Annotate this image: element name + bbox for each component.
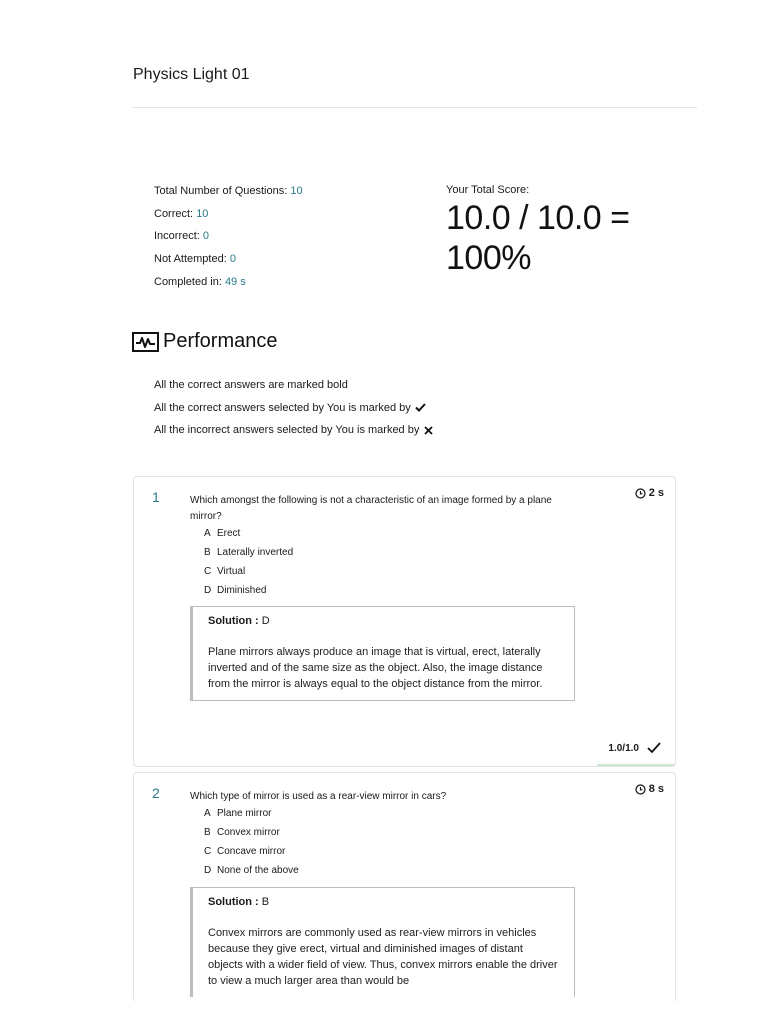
stat-value: 0	[202, 230, 210, 243]
legend-text: All the incorrect answers selected by You is marked by	[154, 424, 420, 437]
stat-label: Not Attempted:	[154, 253, 227, 266]
option-text: Erect	[217, 528, 241, 539]
solution-answer: B	[261, 896, 270, 908]
solution-header	[208, 895, 560, 909]
option-c	[204, 565, 293, 584]
page-title: Physics Light 01	[133, 66, 250, 83]
question-score-value: 1.0/1.0	[608, 742, 639, 754]
option-letter: A	[204, 808, 211, 819]
option-text: Diminished	[217, 585, 267, 596]
legend-text: All the correct answers are marked bold	[154, 379, 348, 392]
question-card	[133, 476, 676, 767]
question-score	[608, 742, 661, 754]
stat-completed-in	[154, 275, 303, 298]
option-text: Convex mirror	[217, 827, 280, 838]
question-number: 1	[152, 489, 160, 505]
solution-header	[208, 614, 560, 628]
option-letter: B	[204, 827, 211, 838]
stat-correct	[154, 207, 303, 230]
stat-value: 10	[196, 207, 209, 220]
option-d	[204, 864, 299, 883]
option-letter: D	[204, 865, 212, 876]
question-options	[204, 807, 299, 883]
stat-label: Correct:	[154, 207, 194, 220]
performance-header	[132, 330, 278, 353]
solution-label: Solution :	[208, 896, 259, 908]
clock-icon	[635, 488, 646, 499]
stat-incorrect	[154, 229, 303, 252]
option-a	[204, 807, 299, 826]
question-time	[635, 783, 664, 795]
stat-label: Incorrect:	[154, 230, 200, 243]
cross-icon	[424, 426, 433, 435]
total-score-value: 10.0 / 10.0 = 100%	[446, 199, 630, 277]
option-text: Plane mirror	[217, 808, 272, 819]
question-text: Which amongst the following is not a characteristic of an image formed by a plane mirror?	[190, 495, 552, 522]
solution-text: Convex mirrors are commonly used as rear-view mirrors in vehicles because they give erect, virtual and diminished images of distant objects with a wider field of view. Thus, convex mirrors enable the driver to view a much larger area than would be	[208, 927, 558, 987]
option-letter: C	[204, 846, 212, 857]
option-b	[204, 826, 299, 845]
stat-total-questions	[154, 184, 303, 207]
option-text: Laterally inverted	[217, 547, 294, 558]
option-text: None of the above	[217, 865, 299, 876]
question-time-value: 8 s	[648, 783, 664, 795]
summary-stats	[154, 184, 303, 297]
check-icon	[415, 403, 426, 412]
stat-not-attempted	[154, 252, 303, 275]
solution-label: Solution :	[208, 615, 259, 627]
solution-box	[190, 606, 575, 701]
stat-value: 10	[290, 185, 303, 197]
question-options	[204, 527, 293, 603]
option-text: Virtual	[217, 566, 246, 577]
title-divider	[132, 107, 697, 108]
question-number: 2	[152, 785, 160, 801]
question-time-value: 2 s	[648, 487, 664, 499]
option-letter: D	[204, 585, 212, 596]
stat-label: Completed in:	[154, 275, 222, 288]
solution-box	[190, 887, 575, 997]
option-letter: C	[204, 566, 212, 577]
score-accent-bar	[597, 764, 675, 766]
legend-tick	[154, 397, 433, 420]
solution-answer: D	[261, 615, 270, 627]
legend-cross	[154, 419, 433, 442]
option-text: Concave mirror	[217, 846, 286, 857]
question-time	[635, 487, 664, 499]
legend-bold	[154, 374, 433, 397]
performance-title: Performance	[163, 330, 278, 352]
option-d	[204, 584, 293, 603]
option-letter: A	[204, 528, 211, 539]
option-b	[204, 546, 293, 565]
legend-text: All the correct answers selected by You is marked by	[154, 401, 411, 414]
stat-label: Total Number of Questions:	[154, 185, 288, 197]
stat-value: 49 s	[224, 275, 246, 288]
option-a	[204, 527, 293, 546]
solution-text: Plane mirrors always produce an image that is virtual, erect, laterally inverted and of the same size as the object. Also, the image distance from the mirror is always equal to the object distance from the mirror.	[208, 646, 543, 690]
option-letter: B	[204, 547, 211, 558]
clock-icon	[635, 784, 646, 795]
performance-legend	[154, 374, 433, 442]
stat-value: 0	[229, 253, 236, 266]
question-card	[133, 772, 676, 1002]
total-score-label: Your Total Score:	[446, 184, 530, 196]
check-icon	[647, 742, 661, 754]
question-text: Which type of mirror is used as a rear-view mirror in cars?	[190, 791, 447, 802]
activity-chart-icon	[132, 332, 159, 352]
option-c	[204, 845, 299, 864]
